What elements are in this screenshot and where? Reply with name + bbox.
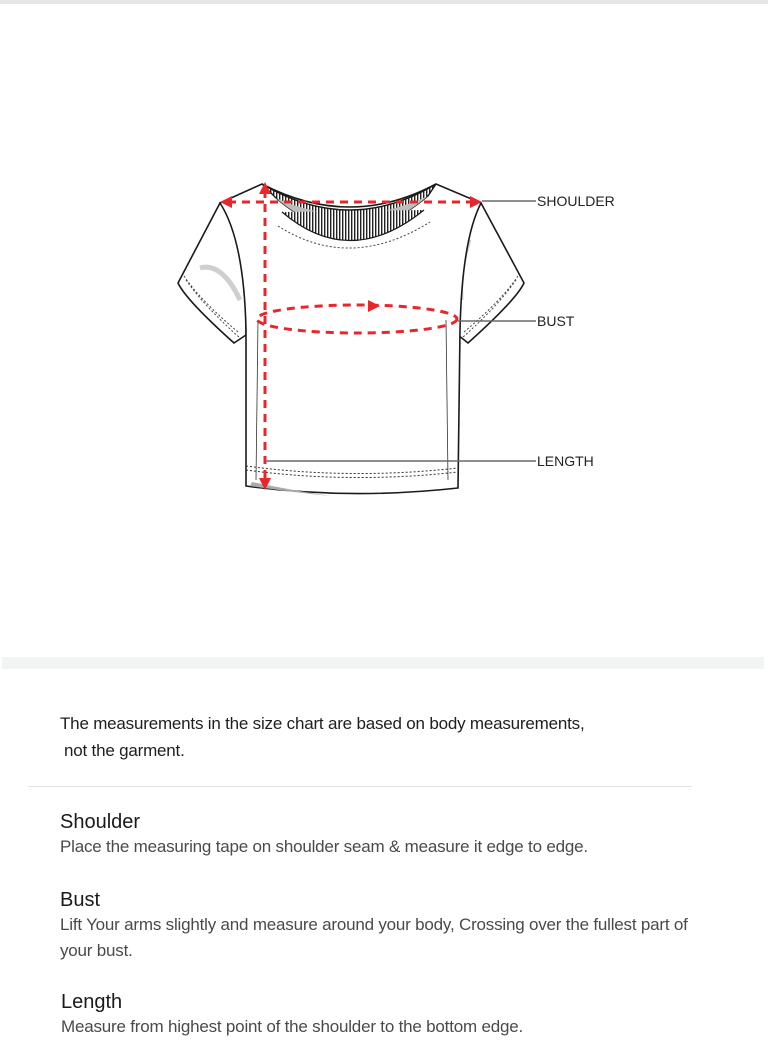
measurement-note	[60, 710, 680, 764]
guide-description: Place the measuring tape on shoulder seam & measure it edge to edge.	[60, 837, 588, 856]
guide-description: Measure from highest point of the shoulder to the bottom edge.	[61, 1017, 523, 1036]
shoulder-label: SHOULDER	[537, 193, 615, 209]
guide-title: Bust	[60, 889, 101, 911]
length-label: LENGTH	[537, 453, 594, 469]
section-separator-band	[2, 657, 764, 669]
guide-item-bust	[60, 888, 700, 964]
bust-label: BUST	[537, 313, 575, 329]
guide-item-shoulder	[60, 810, 700, 860]
note-line-1: The measurements in the size chart are based on body measurements,	[60, 714, 585, 733]
guide-description: Lift Your arms slightly and measure around your body, Crossing over the fullest part of your bust.	[60, 915, 688, 960]
guide-title: Length	[61, 991, 123, 1013]
guide-item-length	[61, 990, 701, 1040]
divider	[28, 786, 692, 787]
guide-title: Shoulder	[60, 811, 141, 833]
note-line-2: not the garment.	[64, 741, 185, 760]
